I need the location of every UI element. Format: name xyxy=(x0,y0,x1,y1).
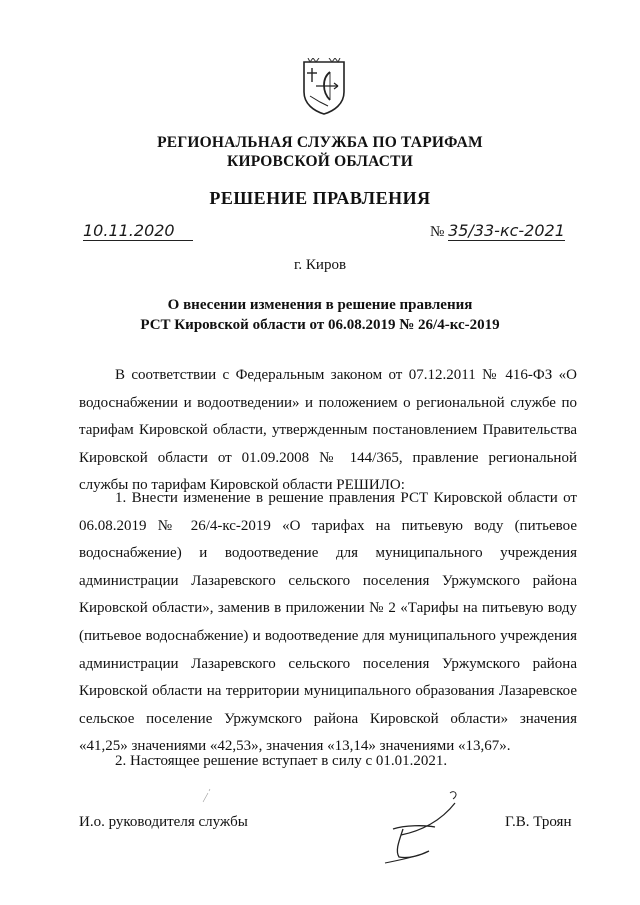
document-number xyxy=(430,222,565,241)
body-paragraph-3-text: 2. Настоящее решение вступает в силу с 01.01.2021. xyxy=(115,753,448,769)
body-paragraph-1 xyxy=(79,362,577,500)
body-paragraph-2-text: 1. Внести изменение в решение правления РСТ Кировской области от 06.08.2019 № 26/4-кс-2019 «О тарифах на питьевую воду (питьевое водоснабжение) и водоотведение для муниципального учреждения администрации Лазаревского сельского поселения Уржумского района Кировской области», заменив в приложении № 2 «Тарифы на питьевую воду (питьевое водоснабжение) и водоотведение для муниципального учреждения администрации Лазаревского сельского поселения Уржумского района Кировской области на территории муниципального образования Лазаревское сельское поселение Уржумского района Кировской области» значения «41,25» значениями «42,53», значения «13,14» значениями «13,67». xyxy=(79,490,577,755)
document-number-value: 35/33-кс-2021 xyxy=(448,221,565,240)
organization-name-line1: РЕГИОНАЛЬНАЯ СЛУЖБА ПО ТАРИФАМ xyxy=(157,134,483,151)
body-paragraph-2 xyxy=(79,485,577,761)
body-paragraph-3 xyxy=(79,748,577,776)
document-title: РЕШЕНИЕ ПРАВЛЕНИЯ xyxy=(209,188,431,208)
body-paragraph-1-text: В соответствии с Федеральным законом от 07.12.2011 № 416-ФЗ «О водоснабжении и водоотведении» и положением о региональной службе по тарифам Кировской области, утвержденным постановлением Правительства Кировской области от 01.09.2008 № 144/365, правление региональной службы по тарифам Кировской области РЕШИЛО: xyxy=(79,367,577,494)
handwritten-signature-icon xyxy=(355,785,475,875)
subject-line2: РСТ Кировской области от 06.08.2019 № 26/4-кс-2019 xyxy=(140,317,500,333)
document-date: 10.11.2020 xyxy=(83,222,193,241)
signatory-position: И.о. руководителя службы xyxy=(79,814,248,830)
number-sign: № xyxy=(430,224,445,240)
organization-name-line2: КИРОВСКОЙ ОБЛАСТИ xyxy=(227,153,413,170)
coat-of-arms-icon xyxy=(300,58,348,116)
ink-speck xyxy=(200,785,220,805)
subject-line1: О внесении изменения в решение правления xyxy=(167,297,473,313)
city: г. Киров xyxy=(293,257,347,273)
signatory-name: Г.В. Троян xyxy=(505,814,572,830)
